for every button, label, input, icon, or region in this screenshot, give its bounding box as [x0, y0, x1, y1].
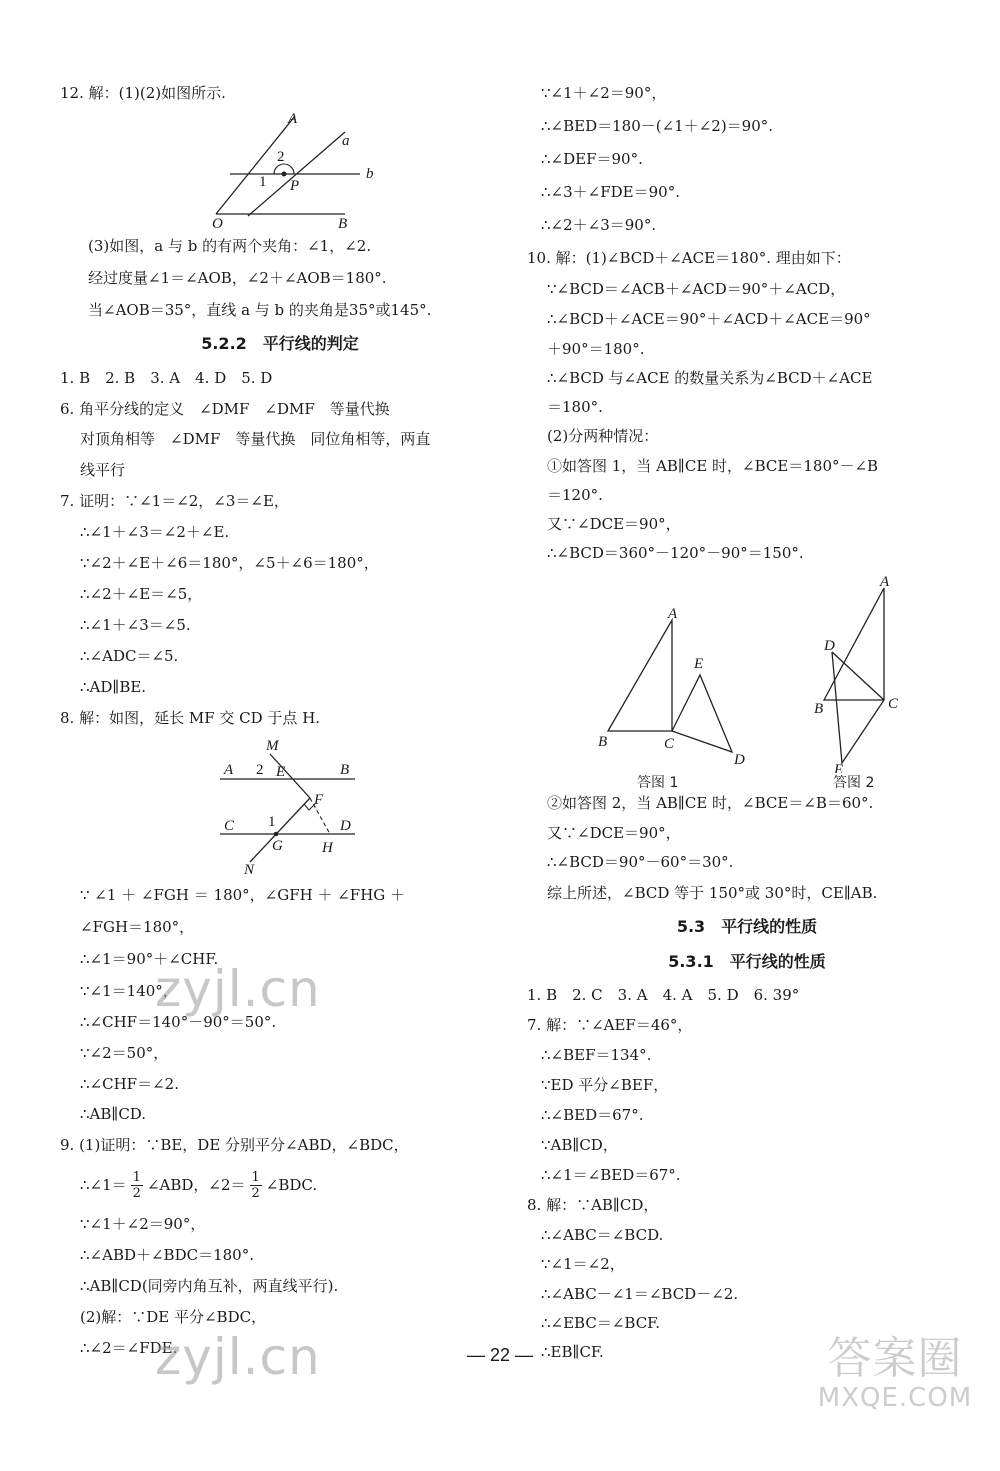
problem-9-line4: ∴∠ABD＋∠BDC＝180°. [80, 1246, 254, 1264]
problem-8b-line1: 8. 解：∵AB∥CD， [527, 1196, 659, 1214]
problem-10-line4: ＋90°＝180°. [547, 340, 645, 358]
problem-7b-line6: ∴∠1＝∠BED＝67°. [541, 1166, 681, 1184]
fig1-label-C: C [664, 736, 675, 752]
fig8-label-D: D [340, 818, 351, 834]
fraction-num: 1 [251, 1169, 260, 1185]
fig12-label-B: B [338, 216, 348, 232]
watermark-zyjl-middle: zyjl.cn [155, 960, 321, 1018]
section-heading-5-2-2: 5.2.2 平行线的判定 [201, 334, 359, 353]
problem-8b-line6: ∴EB∥CF. [541, 1343, 604, 1361]
problem-7-line7: ∴AD∥BE. [80, 678, 147, 696]
fig12-label-A: A [288, 111, 298, 127]
fig8-label-M: M [266, 738, 279, 754]
problem-10-line1: 10. 解：(1)∠BCD＋∠ACE＝180°. 理由如下： [527, 249, 851, 267]
problem-9-line7: ∴∠2＝∠FDE. [80, 1339, 178, 1357]
problem-7-line2: ∴∠1＋∠3＝∠2＋∠E. [80, 523, 230, 541]
problem-7b-line1: 7. 解：∵∠AEF＝46°， [527, 1016, 693, 1034]
fig1-label-B: B [598, 734, 608, 750]
problem-9-fraction-seg2: ∠ABD，∠2＝ [146, 1176, 246, 1194]
problem-8b-line3: ∵∠1＝∠2， [541, 1255, 625, 1273]
figure-12 [210, 108, 460, 237]
problem-9-cont-line4: ∴∠3＋∠FDE＝90°. [541, 183, 680, 201]
problem-12-part3: (3)如图，a 与 b 的有两个夹角：∠1，∠2. [88, 237, 372, 255]
problem-9-fraction-line [80, 1163, 317, 1207]
fig1-label-A: A [668, 606, 678, 622]
problem-6-line2: 对顶角相等 ∠DMF 等量代换 同位角相等，两直 [80, 430, 431, 448]
section-heading-5-3-1: 5.3.1 平行线的性质 [668, 952, 826, 971]
fig12-label-O: O [212, 216, 223, 232]
problem-9-fraction-seg1: ∴∠1＝ [80, 1176, 127, 1194]
problem-10-line10: 又∵∠DCE＝90°， [547, 515, 681, 533]
problem-9-cont-line5: ∴∠2＋∠3＝90°. [541, 216, 657, 234]
problem-12-measure: 经过度量∠1＝∠AOB，∠2＋∠AOB＝180°. [88, 269, 387, 287]
problem-8-line2: ∵ ∠1 ＋ ∠FGH ＝ 180°，∠GFH ＋ ∠FHG ＋ [80, 886, 406, 904]
problem-7b-line3: ∵ED 平分∠BEF， [541, 1076, 669, 1094]
fig12-label-P: P [290, 178, 300, 194]
watermark-mxqe-chars: 答案圈 [827, 1333, 963, 1384]
problem-9-line3: ∵∠1＋∠2＝90°， [80, 1215, 206, 1233]
problem-10-line7: (2)分两种情况： [547, 427, 659, 445]
fraction-den: 2 [251, 1185, 260, 1201]
problem-9-cont-line2: ∴∠BED＝180－(∠1＋∠2)＝90°. [541, 117, 774, 135]
figure-8 [210, 734, 470, 883]
problem-8b-line2: ∴∠ABC＝∠BCD. [541, 1226, 664, 1244]
fraction-num: 1 [132, 1169, 141, 1185]
fraction-half-1 [131, 1170, 143, 1201]
problem-9-line1: 9. (1)证明：∵BE，DE 分别平分∠ABD，∠BDC， [60, 1136, 409, 1154]
answer-figure-1-caption: 答图 1 [637, 775, 679, 791]
fig8-label-C: C [224, 818, 235, 834]
fig8-label-1: 1 [268, 814, 276, 830]
problem-7-line5: ∴∠1＋∠3＝∠5. [80, 616, 191, 634]
problem-6-line1: 6. 角平分线的定义 ∠DMF ∠DMF 等量代换 [60, 400, 390, 418]
fig1-label-E: E [694, 656, 704, 672]
problem-7b-line5: ∵AB∥CD， [541, 1136, 618, 1154]
problem-9-cont-line1: ∵∠1＋∠2＝90°， [541, 84, 667, 102]
problem-10-case2-line2: 又∵∠DCE＝90°， [547, 824, 681, 842]
fig8-label-H: H [322, 840, 333, 856]
problem-8-line9: ∴AB∥CD. [80, 1105, 147, 1123]
problem-9-line5: ∴AB∥CD(同旁内角互补，两直线平行). [80, 1277, 339, 1295]
problem-10-case2-line3: ∴∠BCD＝90°－60°＝30°. [547, 853, 734, 871]
problem-7-line4: ∴∠2＋∠E＝∠5， [80, 585, 203, 603]
problem-6-line3: 线平行 [80, 461, 126, 479]
problem-8-line8: ∴∠CHF＝∠2. [80, 1075, 179, 1093]
problem-10-line3: ∴∠BCD＋∠ACE＝90°＋∠ACD＋∠ACE＝90° [547, 310, 871, 328]
fig8-label-2: 2 [256, 762, 264, 778]
problem-7-line1: 7. 证明：∵∠1＝∠2，∠3＝∠E， [60, 492, 289, 510]
fig8-label-G: G [272, 838, 283, 854]
fig2-label-A: A [880, 574, 890, 590]
fig8-label-B: B [340, 762, 350, 778]
fig8-label-A: A [224, 762, 234, 778]
section-heading-5-3: 5.3 平行线的性质 [676, 917, 818, 936]
answer-figure-2-caption: 答图 2 [833, 775, 875, 791]
fig8-label-N: N [244, 862, 255, 878]
watermark-mxqe-url: MXQE.COM [817, 1383, 973, 1413]
problem-10-line2: ∵∠BCD＝∠ACB＋∠ACD＝90°＋∠ACD， [547, 280, 846, 298]
problem-10-line6: ＝180°. [547, 398, 603, 416]
page-number: — 22 — [466, 1345, 534, 1365]
answer-figure-2 [812, 568, 932, 777]
fig8-label-F: F [314, 792, 324, 808]
problem-10-line8: ①如答图 1，当 AB∥CE 时，∠BCE＝180°－∠B [547, 457, 879, 475]
problem-8-line5: ∵∠1＝140°， [80, 982, 178, 1000]
watermark-zyjl-bottom: zyjl.cn [155, 1328, 321, 1386]
fraction-den: 2 [132, 1185, 141, 1201]
problem-7-line3: ∵∠2＋∠E＋∠6＝180°，∠5＋∠6＝180°， [80, 554, 379, 572]
problem-9-cont-line3: ∴∠DEF＝90°. [541, 150, 643, 168]
problem-8-line4: ∴∠1＝90°＋∠CHF. [80, 950, 219, 968]
fig12-label-2: 2 [277, 149, 285, 165]
fig12-label-a: a [342, 133, 350, 149]
fraction-half-2 [250, 1170, 262, 1201]
problem-7b-line2: ∴∠BEF＝134°. [541, 1046, 652, 1064]
problem-8-line1: 8. 解：如图，延长 MF 交 CD 于点 H. [60, 709, 321, 727]
fig2-label-B: B [814, 701, 824, 717]
problem-9-fraction-seg3: ∠BDC. [265, 1176, 318, 1194]
problem-12-conclusion: 当∠AOB＝35°，直线 a 与 b 的夹角是35°或145°. [88, 301, 432, 319]
watermark-mxqe [800, 1335, 990, 1413]
answers-5-3-1: 1. B 2. C 3. A 4. A 5. D 6. 39° [527, 986, 800, 1004]
problem-8-line7: ∵∠2＝50°， [80, 1044, 169, 1062]
problem-8b-line5: ∴∠EBC＝∠BCF. [541, 1314, 661, 1332]
fig2-label-E: E [834, 762, 844, 773]
problem-10-case2-line1: ②如答图 2，当 AB∥CE 时，∠BCE＝∠B＝60°. [547, 794, 874, 812]
fig12-label-1: 1 [259, 174, 267, 190]
problem-8b-line4: ∴∠ABC－∠1＝∠BCD－∠2. [541, 1285, 739, 1303]
problem-10-line9: ＝120°. [547, 486, 603, 504]
problem-10-line5: ∴∠BCD 与∠ACE 的数量关系为∠BCD＋∠ACE [547, 369, 873, 387]
fig12-label-b: b [366, 166, 374, 182]
problem-9-line6: (2)解：∵DE 平分∠BDC， [80, 1308, 267, 1326]
problem-8-line6: ∴∠CHF＝140°－90°＝50°. [80, 1013, 277, 1031]
problem-7b-line4: ∴∠BED＝67°. [541, 1106, 644, 1124]
answer-figure-1 [592, 600, 772, 779]
problem-7-line6: ∴∠ADC＝∠5. [80, 647, 179, 665]
fig8-label-E: E [276, 764, 286, 780]
answers-1-5: 1. B 2. B 3. A 4. D 5. D [60, 369, 273, 387]
problem-10-summary: 综上所述，∠BCD 等于 150°或 30°时，CE∥AB. [547, 884, 878, 902]
problem-8-line3: ∠FGH＝180°， [80, 918, 195, 936]
problem-12-text: 12. 解：(1)(2)如图所示. [60, 84, 226, 102]
problem-10-line11: ∴∠BCD＝360°－120°－90°＝150°. [547, 544, 804, 562]
fig2-label-D: D [824, 638, 835, 654]
fig1-label-D: D [734, 752, 745, 768]
fig2-label-C: C [888, 696, 899, 712]
